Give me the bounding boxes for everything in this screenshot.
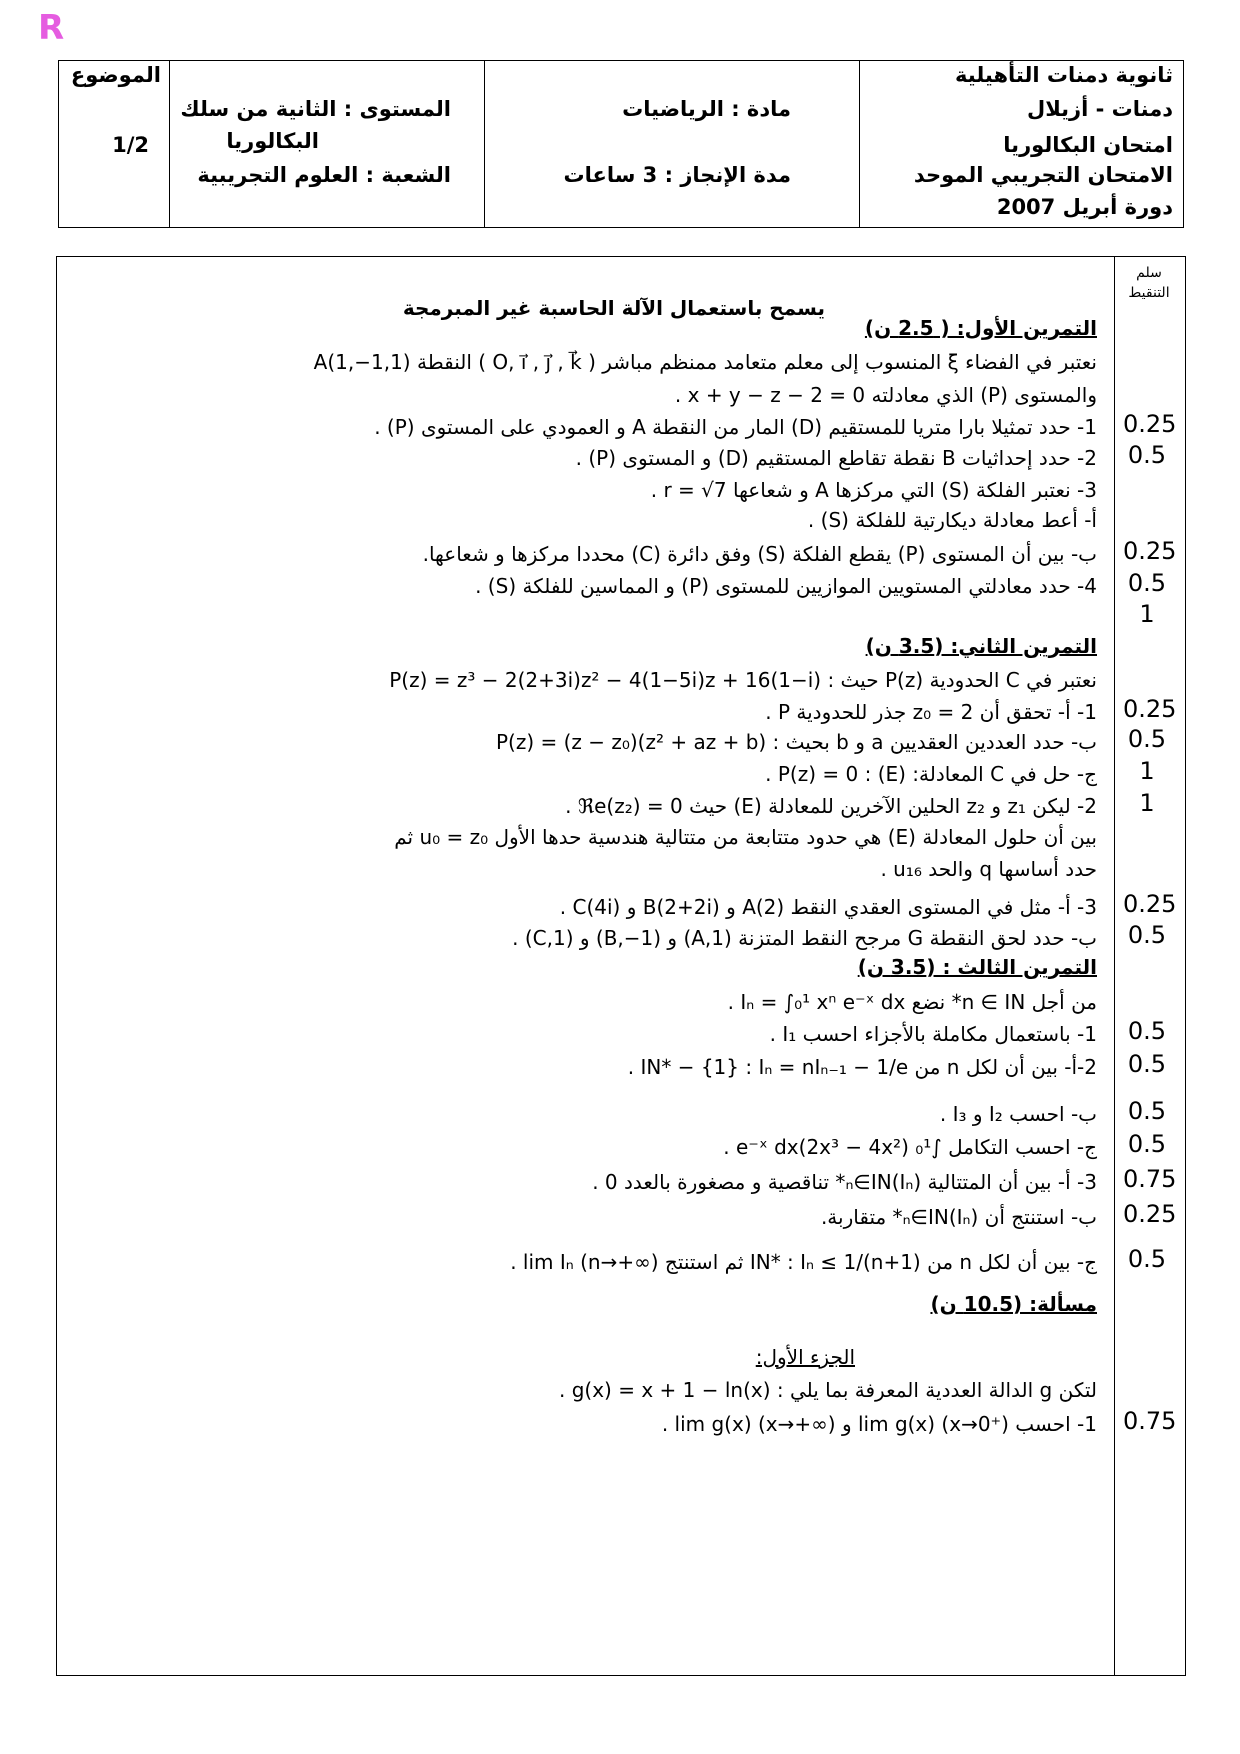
exam-line: ب- احسب I₂ و I₃ .	[939, 1102, 1097, 1126]
exam-line: 1- احسب lim g(x) (x→0⁺) و lim g(x) (x→+∞) .	[661, 1412, 1097, 1436]
exam-line: حدد أساسها q والحد u₁₆ .	[880, 857, 1097, 881]
score-value: 0.25	[1123, 890, 1177, 918]
score-value: 0.75	[1123, 1407, 1177, 1435]
exercise-title: التمرين الثالث : (3.5 ن)	[857, 955, 1097, 979]
header-divider	[169, 61, 170, 227]
score-value: 0.5	[1127, 1130, 1167, 1158]
exam-line: ب- بين أن المستوى (P) يقطع الفلكة (S) وفق دائرة (C) محددا مركزها و شعاعها.	[422, 542, 1097, 566]
duration: مدة الإنجاز : 3 ساعات	[563, 163, 791, 187]
part-title: الجزء الأول:	[755, 1345, 855, 1369]
subject: مادة : الرياضيات	[622, 97, 791, 121]
score-value: 0.25	[1123, 695, 1177, 723]
level: المستوى : الثانية من سلك	[180, 97, 451, 121]
exam-line: لتكن g الدالة العددية المعرفة بما يلي : g(x) = x + 1 − ln(x) .	[559, 1378, 1097, 1402]
score-value: 0.5	[1127, 569, 1167, 597]
exam-line: 3- أ- مثل في المستوى العقدي النقط A(2) و B(2+2i) و C(4i) .	[559, 895, 1097, 919]
score-column-divider	[1114, 257, 1115, 1675]
exam-line: 2- حدد إحداثيات B نقطة تقاطع المستقيم (D) و المستوى (P) .	[575, 446, 1097, 470]
exercise-title: مسألة: (10.5 ن)	[930, 1292, 1097, 1316]
exam-line: ج- حل في C المعادلة: P(z) = 0 : (E) .	[765, 762, 1097, 786]
exam-line: ج- احسب التكامل ∫₀¹ (2x³ − 4x²)e⁻ˣ dx .	[723, 1135, 1097, 1159]
calculator-note: يسمح باستعمال الآلة الحاسبة غير المبرمجة	[402, 296, 825, 320]
exam-line: 1- أ- تحقق أن z₀ = 2 جذر للحدودية P .	[765, 700, 1097, 724]
exam-line: بين أن حلول المعادلة (E) هي حدود متتابعة من متتالية هندسية حدها الأول u₀ = z₀ ثم	[394, 825, 1097, 849]
exam-line: ب- حدد لحق النقطة G مرجح النقط المتزنة (A,1) و (B,−1) و (C,1) .	[512, 926, 1097, 950]
exam-line: من أجل n ∈ IN* نضع Iₙ = ∫₀¹ xⁿ e⁻ˣ dx .	[727, 990, 1097, 1014]
score-value: 0.25	[1123, 1200, 1177, 1228]
score-value: 0.75	[1123, 1165, 1177, 1193]
exam-line: ب- حدد العددين العقديين a و b بحيث : P(z) = (z − z₀)(z² + az + b)	[495, 730, 1097, 754]
page-number: 1/2	[112, 133, 149, 157]
score-value: 1	[1139, 600, 1155, 628]
exam-line: نعتبر في C الحدودية P(z) حيث : P(z) = z³ − 2(2+3i)z² − 4(1−5i)z + 16(1−i)	[389, 668, 1097, 692]
exam-header	[58, 60, 1184, 228]
exercise-title: التمرين الثاني: (3.5 ن)	[865, 634, 1097, 658]
exam-line: 3- أ- بين أن المتتالية (Iₙ)ₙ∈IN* تناقصية و مصغورة بالعدد 0 .	[592, 1170, 1097, 1194]
score-value: 0.25	[1123, 410, 1177, 438]
exam-line: 2- ليكن z₁ و z₂ الحلين الآخرين للمعادلة (E) حيث ℜe(z₂) = 0 .	[565, 794, 1097, 818]
score-value: 0.25	[1123, 537, 1177, 565]
score-value: 0.5	[1127, 1017, 1167, 1045]
school-name: ثانوية دمنات التأهيلية	[955, 63, 1173, 87]
header-divider	[859, 61, 860, 227]
exam-line: 4- حدد معادلتي المستويين الموازيين للمستوى (P) و المماسين للفلكة (S) .	[475, 574, 1097, 598]
level-cont: البكالوريا	[226, 129, 319, 153]
score-header: سلم التنقيط	[1128, 265, 1170, 301]
stream: الشعبة : العلوم التجريبية	[197, 163, 451, 187]
exam-line: نعتبر في الفضاء ξ المنسوب إلى معلم متعامد ممنظم مباشر ( O, i⃗ , j⃗ , k⃗ ) النقطة A(1,−1,1)	[313, 350, 1097, 374]
exam-name: امتحان البكالوريا	[1003, 133, 1173, 157]
exam-line: ج- بين أن لكل n من IN* : Iₙ ≤ 1/(n+1) ثم استنتج lim Iₙ (n→+∞) .	[510, 1250, 1097, 1274]
exam-session: دورة أبريل 2007	[996, 195, 1173, 219]
school-location: دمنات - أزيلال	[1026, 97, 1173, 121]
score-value: 0.5	[1127, 725, 1167, 753]
header-divider	[484, 61, 485, 227]
score-value: 1	[1139, 789, 1155, 817]
exam-line: 1- حدد تمثيلا بارا متريا للمستقيم (D) المار من النقطة A و العمودي على المستوى (P) .	[374, 415, 1097, 439]
exam-line: 1- باستعمال مكاملة بالأجزاء احسب I₁ .	[769, 1022, 1097, 1046]
score-value: 0.5	[1127, 1097, 1167, 1125]
score-value: 0.5	[1127, 441, 1167, 469]
exam-line: ب- استنتج أن (Iₙ)ₙ∈IN* متقاربة.	[820, 1205, 1097, 1229]
score-value: 0.5	[1127, 1050, 1167, 1078]
exam-line: أ- أعط معادلة ديكارتية للفلكة (S) .	[807, 508, 1097, 532]
exam-line: 3- نعتبر الفلكة (S) التي مركزها A و شعاعها r = √7 .	[650, 478, 1097, 502]
score-value: 0.5	[1127, 921, 1167, 949]
logo-letter: R	[38, 8, 65, 48]
exam-line: 2-أ- بين أن لكل n من IN* − {1} : Iₙ = nIₙ₋₁ − 1/e .	[627, 1055, 1097, 1079]
exam-body	[56, 256, 1186, 1676]
score-value: 0.5	[1127, 1245, 1167, 1273]
exercise-title: التمرين الأول: ( 2.5 ن)	[864, 316, 1097, 340]
score-value: 1	[1139, 757, 1155, 785]
exam-line: والمستوى (P) الذي معادلته x + y − z − 2 = 0 .	[674, 383, 1097, 407]
topic-label: الموضوع	[70, 63, 161, 87]
exam-type: الامتحان التجريبي الموحد	[913, 163, 1173, 187]
